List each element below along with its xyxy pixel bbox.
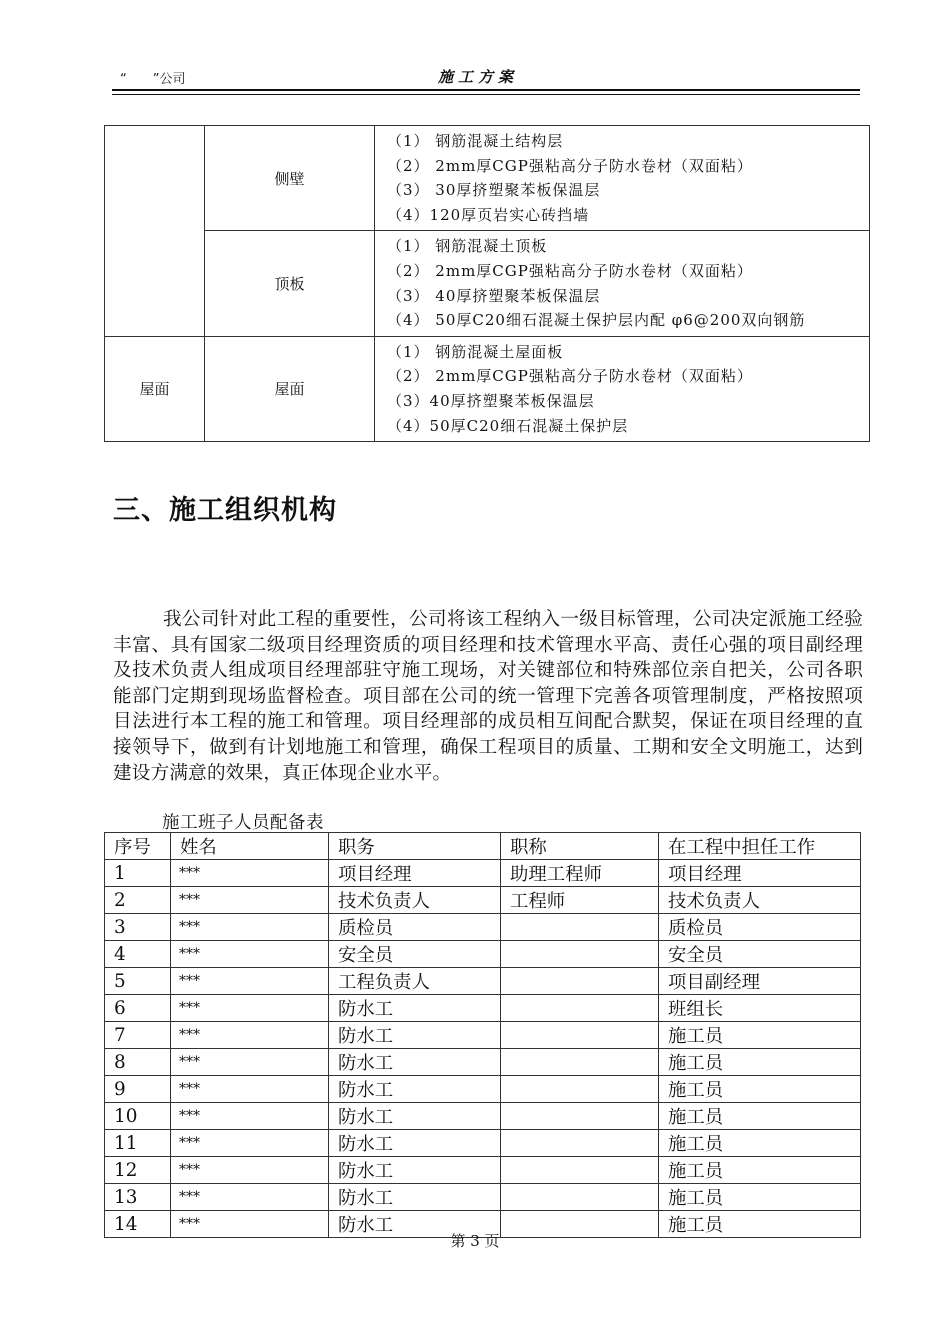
staff-position-cell: 防水工	[329, 1184, 501, 1211]
staff-name-cell: ***	[171, 1157, 329, 1184]
staff-name-cell: ***	[171, 995, 329, 1022]
staff-name-cell: ***	[171, 941, 329, 968]
staff-row	[105, 887, 861, 914]
staff-role-cell: 施工员	[659, 1022, 861, 1049]
staff-position-cell: 防水工	[329, 1076, 501, 1103]
staff-header-cell: 序号	[105, 833, 171, 860]
staff-role-cell: 施工员	[659, 1103, 861, 1130]
staff-index-cell: 11	[105, 1130, 171, 1157]
staff-position-cell: 工程负责人	[329, 968, 501, 995]
staff-title-cell	[501, 1076, 659, 1103]
layer-item: （3） 30厚挤塑聚苯板保温层	[387, 181, 601, 200]
staff-title-cell	[501, 968, 659, 995]
staff-index-cell: 12	[105, 1157, 171, 1184]
staff-position-cell: 防水工	[329, 1049, 501, 1076]
staff-title-cell: 工程师	[501, 887, 659, 914]
layers-items-cell	[375, 126, 870, 231]
staff-role-cell: 班组长	[659, 995, 861, 1022]
layer-item: （2） 2mm厚CGP强粘高分子防水卷材（双面粘）	[387, 156, 753, 175]
layer-item: （4） 50厚C20细石混凝土保护层内配 φ6@200双向钢筋	[387, 311, 806, 330]
staff-title-cell	[501, 1022, 659, 1049]
staff-row	[105, 1103, 861, 1130]
staff-table-body	[105, 860, 861, 1238]
staff-index-cell: 8	[105, 1049, 171, 1076]
staff-row	[105, 995, 861, 1022]
staff-table	[104, 832, 861, 1238]
staff-name-cell: ***	[171, 1211, 329, 1238]
staff-table-caption: 施工班子人员配备表	[162, 813, 324, 833]
layer-item: （1） 钢筋混凝土结构层	[387, 132, 564, 150]
staff-title-cell	[501, 941, 659, 968]
staff-header-cell: 姓名	[171, 833, 329, 860]
staff-position-cell: 防水工	[329, 1211, 501, 1238]
layers-items-cell	[375, 336, 870, 441]
staff-index-cell: 9	[105, 1076, 171, 1103]
staff-role-cell: 安全员	[659, 941, 861, 968]
layers-category-cell	[105, 126, 205, 337]
staff-role-cell: 施工员	[659, 1184, 861, 1211]
staff-position-cell: 防水工	[329, 1157, 501, 1184]
staff-name-cell: ***	[171, 1076, 329, 1103]
staff-header-row	[105, 833, 861, 860]
staff-header-cell: 在工程中担任工作	[659, 833, 861, 860]
layers-row	[105, 126, 870, 231]
header-rule-thin	[112, 94, 860, 95]
staff-role-cell: 项目经理	[659, 860, 861, 887]
section-title: 三、施工组织机构	[113, 495, 337, 526]
staff-role-cell: 施工员	[659, 1049, 861, 1076]
layers-part-cell: 屋面	[205, 336, 375, 441]
staff-role-cell: 施工员	[659, 1076, 861, 1103]
staff-row	[105, 941, 861, 968]
staff-title-cell	[501, 995, 659, 1022]
staff-title-cell	[501, 1103, 659, 1130]
layers-part-cell: 顶板	[205, 231, 375, 336]
staff-row	[105, 1157, 861, 1184]
staff-index-cell: 5	[105, 968, 171, 995]
staff-position-cell: 防水工	[329, 995, 501, 1022]
staff-name-cell: ***	[171, 1022, 329, 1049]
staff-title-cell	[501, 1184, 659, 1211]
staff-row	[105, 1130, 861, 1157]
layers-row	[105, 231, 870, 336]
staff-index-cell: 7	[105, 1022, 171, 1049]
staff-name-cell: ***	[171, 1130, 329, 1157]
staff-position-cell: 安全员	[329, 941, 501, 968]
staff-title-cell	[501, 1157, 659, 1184]
staff-title-cell	[501, 914, 659, 941]
staff-position-cell: 防水工	[329, 1130, 501, 1157]
layer-item: （1） 钢筋混凝土顶板	[387, 237, 548, 256]
staff-row	[105, 860, 861, 887]
staff-role-cell: 项目副经理	[659, 968, 861, 995]
staff-role-cell: 施工员	[659, 1130, 861, 1157]
staff-row	[105, 914, 861, 941]
layers-part-cell: 侧壁	[205, 126, 375, 231]
staff-position-cell: 项目经理	[329, 860, 501, 887]
staff-index-cell: 10	[105, 1103, 171, 1130]
staff-row	[105, 1049, 861, 1076]
page-number: 第 3 页	[450, 1232, 500, 1250]
staff-index-cell: 13	[105, 1184, 171, 1211]
staff-index-cell: 3	[105, 914, 171, 941]
header-title: 施工方案	[438, 68, 519, 86]
layer-item: （3）40厚挤塑聚苯板保温层	[387, 391, 595, 410]
staff-name-cell: ***	[171, 1103, 329, 1130]
staff-position-cell: 质检员	[329, 914, 501, 941]
staff-header-cell: 职务	[329, 833, 501, 860]
staff-position-cell: 技术负责人	[329, 887, 501, 914]
layers-items-cell	[375, 231, 870, 336]
layer-item: （2） 2mm厚CGP强粘高分子防水卷材（双面粘）	[387, 367, 753, 386]
staff-title-cell	[501, 1049, 659, 1076]
header-rule-thick	[112, 89, 860, 91]
layer-item: （2） 2mm厚CGP强粘高分子防水卷材（双面粘）	[387, 261, 753, 280]
layers-table	[104, 125, 870, 442]
layer-item: （4）50厚C20细石混凝土保护层	[387, 416, 629, 435]
staff-role-cell: 质检员	[659, 914, 861, 941]
staff-name-cell: ***	[171, 887, 329, 914]
staff-name-cell: ***	[171, 1184, 329, 1211]
staff-row	[105, 968, 861, 995]
staff-name-cell: ***	[171, 968, 329, 995]
staff-row	[105, 1184, 861, 1211]
staff-name-cell: ***	[171, 914, 329, 941]
staff-name-cell: ***	[171, 1049, 329, 1076]
layer-item: （1） 钢筋混凝土屋面板	[387, 342, 564, 361]
header-company: “ ”公司	[120, 72, 186, 87]
staff-position-cell: 防水工	[329, 1022, 501, 1049]
staff-row	[105, 1022, 861, 1049]
staff-index-cell: 2	[105, 887, 171, 914]
layers-category-cell: 屋面	[105, 336, 205, 441]
staff-title-cell: 助理工程师	[501, 860, 659, 887]
staff-index-cell: 1	[105, 860, 171, 887]
layer-item: （3） 40厚挤塑聚苯板保温层	[387, 286, 601, 305]
staff-header-cell: 职称	[501, 833, 659, 860]
staff-index-cell: 14	[105, 1211, 171, 1238]
staff-position-cell: 防水工	[329, 1103, 501, 1130]
staff-title-cell	[501, 1130, 659, 1157]
layers-row	[105, 336, 870, 441]
staff-role-cell: 技术负责人	[659, 887, 861, 914]
staff-role-cell: 施工员	[659, 1211, 861, 1238]
layer-item: （4）120厚页岩实心砖挡墙	[387, 205, 590, 224]
staff-index-cell: 4	[105, 941, 171, 968]
staff-role-cell: 施工员	[659, 1157, 861, 1184]
staff-index-cell: 6	[105, 995, 171, 1022]
section-paragraph: 我公司针对此工程的重要性，公司将该工程纳入一级目标管理，公司决定派施工经验丰富、具有国家二级项目经理资质的项目经理和技术管理水平高、责任心强的项目副经理及技术负责人组成项目经理部驻守施工现场，对关键部位和特殊部位亲自把关，公司各职能部门定期到现场监督检查。项目部在公司的统一管理下完善各项管理制度，严格按照项目法进行本工程的施工和管理。项目经理部的成员相互间配合默契，保证在项目经理的直接领导下，做到有计划地施工和管理，确保工程项目的质量、工期和安全文明施工，达到建设方满意的效果，真正体现企业水平。	[113, 609, 863, 784]
staff-row	[105, 1076, 861, 1103]
staff-name-cell: ***	[171, 860, 329, 887]
